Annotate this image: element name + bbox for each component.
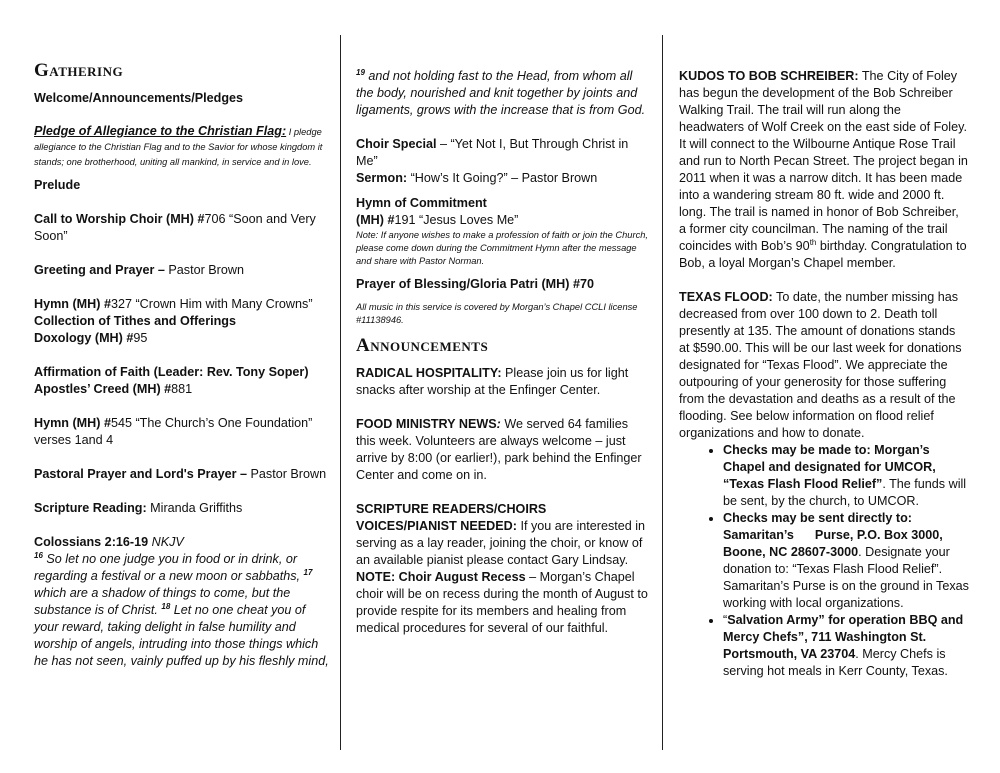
- note-text: – Morgan’s Chapel choir will be on recess during the month of August to provide respite for its members and healing from medical procedures for several of our faithful.: [356, 570, 648, 635]
- choir-recess-note: [356, 569, 650, 637]
- commitment-label: (MH) #: [356, 213, 395, 227]
- note-label: NOTE: Choir August Recess: [356, 570, 526, 584]
- list-item: [723, 510, 969, 612]
- verse-19-text: and not holding fast to the Head, from whom all the body, nourished and knit together by joints and ligaments, grows with the increase that is from God.: [356, 69, 646, 117]
- doxology-text: 95: [133, 331, 148, 345]
- verse-16-text: So let no one judge you in food or in drink, or regarding a festival or a new moon or sabbaths,: [34, 552, 304, 583]
- readers-label: SCRIPTURE READERS/CHOIRS VOICES/PIANIST NEEDED:: [356, 502, 547, 533]
- order-of-worship-column: [34, 60, 330, 670]
- bullet3-bold: Salvation Army” for operation BBQ and Mercy Chefs”, 711 Washington St. Portsmouth, VA 23704: [723, 613, 964, 661]
- passage-version: NKJV: [151, 535, 184, 549]
- choir-text: – “Yet Not I, But Through Christ in Me”: [356, 137, 629, 168]
- doxology-label: Doxology (MH) #: [34, 331, 134, 345]
- verse-18-number: 18: [161, 601, 171, 611]
- prayer-of-blessing: Prayer of Blessing/Gloria Patri (MH) #70: [356, 277, 594, 291]
- kudos-label: KUDOS TO BOB SCHREIBER:: [679, 69, 859, 83]
- scripture-reading: [34, 500, 330, 517]
- scripture-readers: [356, 501, 650, 569]
- passage-label: Colossians 2:16-19: [34, 535, 152, 549]
- doxology: [34, 330, 330, 347]
- news-column: [679, 68, 969, 680]
- choir-special: [356, 136, 650, 170]
- radical-hospitality: [356, 365, 650, 399]
- verse-18-text: Let no one cheat you of your reward, taking delight in false humility and worship of angels, intruding into those things which he has not seen, vainly puffed up by his fleshly mind,: [34, 603, 329, 668]
- prelude-line: Prelude: [34, 178, 81, 192]
- ccli-note: All music in this service is covered by Morgan’s Chapel CCLI license #11138946.: [356, 302, 638, 325]
- verse-17-text: which are a shadow of things to come, but the substance is of Christ.: [34, 586, 291, 617]
- commitment-note: Note: If anyone wishes to make a profession of faith or join the Church, please come down during the Commitment Hymn after the message and share with Pastor Norman.: [356, 230, 648, 266]
- hymn1-label: Hymn (MH) #: [34, 297, 111, 311]
- pastoral-text: Pastor Brown: [250, 467, 327, 481]
- food-colon: :: [496, 417, 501, 431]
- kudos-paragraph: [679, 68, 969, 272]
- kudos-tail: birthday. Congratulation to Bob, a loyal Morgan’s Chapel member.: [679, 239, 967, 270]
- list-item: [723, 612, 969, 680]
- pledge-label: Pledge of Allegiance to the Christian Flag:: [34, 124, 287, 138]
- reading-text: Miranda Griffiths: [150, 501, 243, 515]
- hymn2-label: Hymn (MH) #: [34, 416, 111, 430]
- scripture-text: [34, 551, 330, 670]
- food-label: FOOD MINISTRY NEWS: [356, 417, 497, 431]
- greeting-label: Greeting and Prayer –: [34, 263, 169, 277]
- hymn-2: [34, 415, 330, 449]
- commitment-text: 191 “Jesus Loves Me”: [394, 213, 519, 227]
- verse-19-number: 19: [356, 67, 365, 77]
- pastoral-prayer: [34, 466, 330, 483]
- bullet3-open-quote: “: [723, 613, 728, 627]
- bullet1-bold: Checks may be made to: Morgan’s Chapel and designated for UMCOR, “Texas Flash Flood Relief”: [723, 443, 936, 491]
- commitment-title: Hymn of Commitment: [356, 196, 487, 210]
- creed-label: Apostles’ Creed (MH) #: [34, 382, 172, 396]
- bullet2-text: . Designate your donation to: “Texas Flash Flood Relief”. Samaritan’s Purse is on the ground in Texas working with local organizations.: [723, 545, 969, 610]
- column-divider-right: [662, 35, 663, 750]
- column-divider-left: [340, 35, 341, 750]
- pastoral-label: Pastoral Prayer and Lord's Prayer –: [34, 467, 251, 481]
- welcome-line: Welcome/Announcements/Pledges: [34, 91, 244, 105]
- verse-16-number: 16: [34, 550, 43, 560]
- greeting-text: Pastor Brown: [168, 263, 244, 277]
- apostles-creed: [34, 381, 330, 398]
- bullet3-text: . Mercy Chefs is serving hot meals in Kerr County, Texas.: [723, 647, 948, 678]
- gathering-title: Gathering: [34, 60, 124, 81]
- bullet2-bold: Checks may be sent directly to: Samaritan’s Purse, P.O. Box 3000, Boone, NC 28607-3000: [723, 511, 947, 559]
- list-item: [723, 442, 969, 510]
- sermon-label: Sermon:: [356, 171, 411, 185]
- food-ministry: [356, 416, 650, 484]
- bullet1-text: . The funds will be sent, by the church, to UMCOR.: [723, 477, 967, 508]
- passage-reference: [34, 534, 330, 551]
- choir-label: Choir Special: [356, 137, 437, 151]
- scripture-continued: [356, 68, 650, 119]
- kudos-text: The City of Foley has begun the development of the Bob Schreiber Walking Trail. The trail will run along the headwaters of Wolf Creek on the east side of Foley. It will connect to the Wilbourne Antique Rose Trail and run to North Pecan Street. The project began in 2011 when it was a narrow ditch. It has been made into a wandering stream 80 ft. wide and 2000 ft. long. The trail is named in honor of Bob Schreiber, a former city councilman. The naming of the trail coincides with Bob’s 90: [679, 69, 968, 253]
- call-label: Call to Worship Choir (MH) #: [34, 212, 205, 226]
- commitment-hymn: [356, 212, 650, 229]
- flood-label: TEXAS FLOOD:: [679, 290, 773, 304]
- sermon: [356, 170, 650, 187]
- announcements-title: Announcements: [356, 335, 489, 356]
- hymn1-text: 327 “Crown Him with Many Crowns”: [110, 297, 313, 311]
- kudos-superscript: th: [809, 237, 817, 247]
- hymn-1: [34, 296, 330, 313]
- call-to-worship: [34, 211, 330, 245]
- readers-text: If you are interested in serving as a lay reader, joining the choir, or know of an available pianist please contact Gary Lindsay.: [356, 519, 646, 567]
- pledge-block: [34, 124, 330, 169]
- pledge-text: I pledge allegiance to the Christian Flag and to the Savior for whose kingdom it stands; one brotherhood, uniting all mankind, in service and in love.: [34, 127, 323, 167]
- greeting-prayer: [34, 262, 330, 279]
- radical-label: RADICAL HOSPITALITY:: [356, 366, 506, 380]
- creed-text: 881: [171, 382, 193, 396]
- verse-17-number: 17: [303, 567, 313, 577]
- hymn2-text: 545 “The Church’s One Foundation” verses 1and 4: [34, 416, 313, 447]
- sermon-text: “How’s It Going?” – Pastor Brown: [410, 171, 598, 185]
- call-text: 706 “Soon and Very Soon”: [34, 212, 316, 243]
- food-text: We served 64 families this week. Volunteers are always welcome – just arrive by 8:00 (or earlier!), park behind the Enfinger Center and come on in.: [356, 417, 642, 482]
- radical-text: Please join us for light snacks after worship at the Enfinger Center.: [356, 366, 629, 397]
- worship-continued-column: [356, 68, 650, 637]
- affirmation-line: Affirmation of Faith (Leader: Rev. Tony Soper): [34, 365, 309, 379]
- donation-list: [679, 442, 969, 680]
- texas-flood-paragraph: [679, 289, 969, 442]
- tithes-line: Collection of Tithes and Offerings: [34, 314, 236, 328]
- reading-label: Scripture Reading:: [34, 501, 151, 515]
- flood-text: To date, the number missing has decreased from over 100 down to 2. Death toll presently at 135. The amount of donations stands at $590.00. This will be our last week for donations designated for “Texas Flood”. We appreciate the outpouring of your generosity for those suffering from the devastation and deaths as a result of the flooding. See below information on flood relief organizations and how to donate.: [679, 290, 962, 440]
